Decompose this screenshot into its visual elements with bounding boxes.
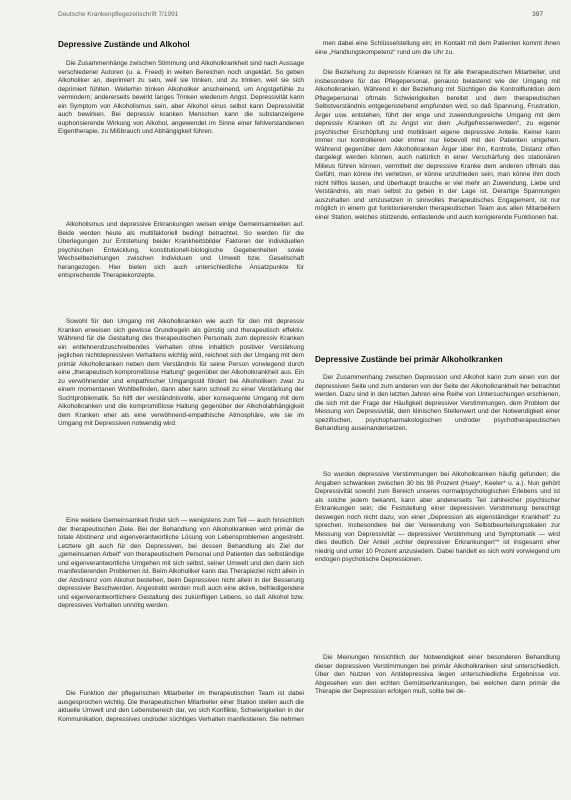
- paragraph: Der Zusammenhang zwischen Depression und Alkohol kann zum einen von der depressiven Seite und zum anderen von der Seite der Alkoholkrankheit her betrachtet werden. Dazu sind in den letzten Jahren eine Reihe von Untersuchungen erschienen, die sich mit der Frage der Häufigkeit depressiver Verstimmungen, dem Problem der Messung von Depressivität, dem klinischen Stellenwert und der Notwendigkeit einer spezifischen, psychopharmakologischen und/oder psychotherapeutischen Behandlung auseinandersetzen.: [315, 374, 560, 432]
- paragraph: Alkoholismus und depressive Erkrankungen weisen einige Gemeinsamkeiten auf. Beide werden heute als multifaktoriell bedingt betrachtet. So werden für die Überlegungen zur Entstehung beider Krankheitsbilder Faktoren der individuellen psychischen Entwicklung, konstitutionell-biologische Gegebenheiten sowie Wechselbeziehungen zwischen Individuum und Umwelt bzw. Gesellschaft herangezogen. Hier bieten sich auch unterschiedliche Ansatzpunkte für entsprechende Therapiekonzepte.: [58, 221, 304, 279]
- section-heading: Depressive Zustände und Alkohol: [58, 40, 190, 49]
- paragraph: Die Funktion der pflegerischen Mitarbeiter im therapeutischen Team ist dabei ausgesprochen wichtig. Die therapeutischen Mitarbeiter einer Station stellen auch die aktuelle Umwelt und den Lebensbereich dar, wo sich Konflikte, Schwierigkeiten in der Kommunikation, depressives und/oder süchtiges Verhalten manifestieren. Sie nehmen: [58, 690, 304, 723]
- left-column: [58, 36, 304, 745]
- paragraph: Eine weitere Gemeinsamkeit findet sich — wenigstens zum Teil — auch hinsichtlich der therapeutischen Ziele. Bei der Behandlung von Alkoholkranken wird primär die totale Abstinenz und eigenverantwortliche Lösung von Lebensproblemen angestrebt. Letztere gilt auch für den Depressiven, bei dessen Behandlung als Ziel der „gemeinsamen Arbeit“ von therapeutischem Personal und Patienten das selbständige und eigenverantwortliche Umgehen mit sich selbst, seiner Umwelt und den darin sich manifestierenden Problemen ist. Beim Alkoholiker kann das Therapieziel nicht allein in der Abstinenz vom Alkohol bestehen, beim Depressiven nicht allein in der Besserung depressiver Beschwerden. Angestrebt werden muß auch eine aktive, befriedigendere und eigenverantwortlichere Gestaltung des zukünftigen Lebens, so daß Alkohol bzw. depressives Verhalten unnötig werden.: [58, 517, 304, 609]
- paragraph: Die Zusammenhänge zwischen Stimmung und Alkoholkrankheit sind nach Aussage verschiedener Autoren (u. a. Freed) in weiten Bereichen noch ungeklärt. So geben Alkoholiker an, deprimiert zu sein, weil sie trinken, und zu trinken, weil sie sich deprimiert fühlten. Weiterhin trinken Alkoholiker anscheinend, um Angstgefühle zu vermindern; andererseits bewirkt langes Trinken wiederum Angst. Depressivität kann ein Symptom von Alkoholismus sein, aber Alkohol einus selbst kann Depressivität auch bewirken. Bei depressiv kranken Menschen kann die substanzeigene euphorisierende Wirkung von Alkohol, angewendet im Sinne einer fehlverstandenen Eigentherapie, zu Mißbrauch und Abhängigkeit führen.: [58, 60, 304, 135]
- right-column: [315, 40, 560, 719]
- paragraph: So wurden depressive Verstimmungen bei Alkoholkranken häufig gefunden; die Angaben schwanken zwischen 30 bis 98 Prozent (Huey*, Keeler* u. a.). Nun gehört Depressivität sowohl zum Bereich unseres normalpsychologischen Erlebens und ist als solche jedem bekannt, kann aber andererseits Teil zahlreicher psychischer Erkrankungen sein; die Feststellung einer depressiven Verstimmung berechtigt deswegen noch nicht dazu, von einer „Depression als eigenständiger Krankheit“ zu sprechen. Insbesondere bei der Verwendung von Selbstbeurteilungsskalen zur Messung von Depressivität — depressiver Verstimmung und Symptomatik — wird dies deutlich. Der Anteil „echter depressiver Erkrankungen“* ist insgesamt eher niedrig und unter 10 Prozent anzusiedeln. Dabei handelt es sich wohl vorwiegend um endogen psychotische Depressionen.: [315, 471, 560, 563]
- paragraph: men dabei eine Schlüsselstellung ein; im Kontakt mit dem Patienten kommt ihnen eine „Handlungskompetenz“ rund um die Uhr zu.: [315, 40, 560, 56]
- paragraph: Sowohl für den Umgang mit Alkoholkranken wie auch für den mit depressiv Kranken erweisen sich gewisse Grundregeln als günstig und therapeutisch effektiv. Während für die Gestaltung des therapeutischen Personals zum depressiv Kranken ein entlehnendzuschreibendes Verhalten ohne inhaltlich positiver Verstärkung jeglichen nichtdepressiven Verhaltens wichtig wird, reichnet sich der Umgang mit dem primär Alkoholkranken neben dem Verständnis für seine Person vorwiegend durch eine „therapeutisch kompromißlose Haltung“ gegenüber der Alkoholkrankheit aus. Ein zu verwöhnender und empathischer Umgangsstil fördert bei Alkoholikern zwar zu einem momentanen Wohlbefinden, dann aber kann schnell zu einer Verstärkung der Suchtproblematik. So hilft der verständnisvolle, aber konsequente Umgang mit dem Alkoholkranken und die kompromißlose Haltung gegenüber der Alkoholabhängigkeit dem Kranken eher als eine verwöhnend-empathische Atmosphäre, wie sie im Umgang mit Depressiven notwendig wird.: [58, 318, 304, 427]
- section-heading: Depressive Zustände bei primär Alkoholkranken: [315, 355, 503, 364]
- paragraph: Die Beziehung zu depressiv Kranken ist für alle therapeutischen Mitarbeiter, und insbesondere für das Pflegepersonal, genauso belastend wie der Umgang mit Alkoholkranken. Während in der Beziehung mit Süchtigen die Kontrollfunktion dem Pflegepersonal oftmals Schwierigkeiten bereitet und dem therapeutischen Selbstverständnis entgegenstehend empfunden wird, so daß Spannung, Frustration, Ärger usw. entstehen, führt der enge und zuwendungsreiche Umgang mit dem depressiv Kranken oft zu Angst vor dem „Aufgefressenwerden“, zu eigener psychischer Erschöpfung und mobilisiert eigene depressive Anteile. Keiner kann immer nur kontrollieren oder immer nur liebevoll mit den Patienten umgehen. Während gegenüber dem Alkoholkranken Ärger über ihn, Kontrolle, Distanz offen dargelegt werden können, auch natürlich in einer Verschärfung des stationären Milieus führen können, vermittelt der depressive Kranke dem anderen oftmals das Gefühl, man könne ihn verletzen, er könne unzufrieden sein, man könne ihm doch nicht hilflos lassen, und überhaupt brauche er viel mehr an Zuwendung, Liebe und Verständnis, als man selbst zu geben in der Lage ist. Derartige Spannungen auszuhalten und umzusetzen in sinnvolles therapeutisches Engagement, ist nur möglich in einem gut funktionierenden therapeutischen Team aus allen Mitarbeitern einer Station, welches stützende, entlastende und auch korrigierende Funktionen hat.: [315, 69, 560, 221]
- journal-header: Deutsche Krankenpflegezeitschrift 7/1991: [58, 11, 179, 18]
- paragraph: Die Meinungen hinsichtlich der Notwendigkeit einer besonderen Behandlung dieser depressiven Verstimmungen bei primär Alkoholkranken sind unterschiedlich. Über den Nutzen von Antidepressiva liegen unterschiedliche Ergebnisse vor. Abgesehen von den echten Gemütserkrankungen, bei welchen dann primär die Therapie der Depression erfolgen muß, sollte bei de-: [315, 654, 560, 695]
- page-number: 397: [532, 11, 543, 18]
